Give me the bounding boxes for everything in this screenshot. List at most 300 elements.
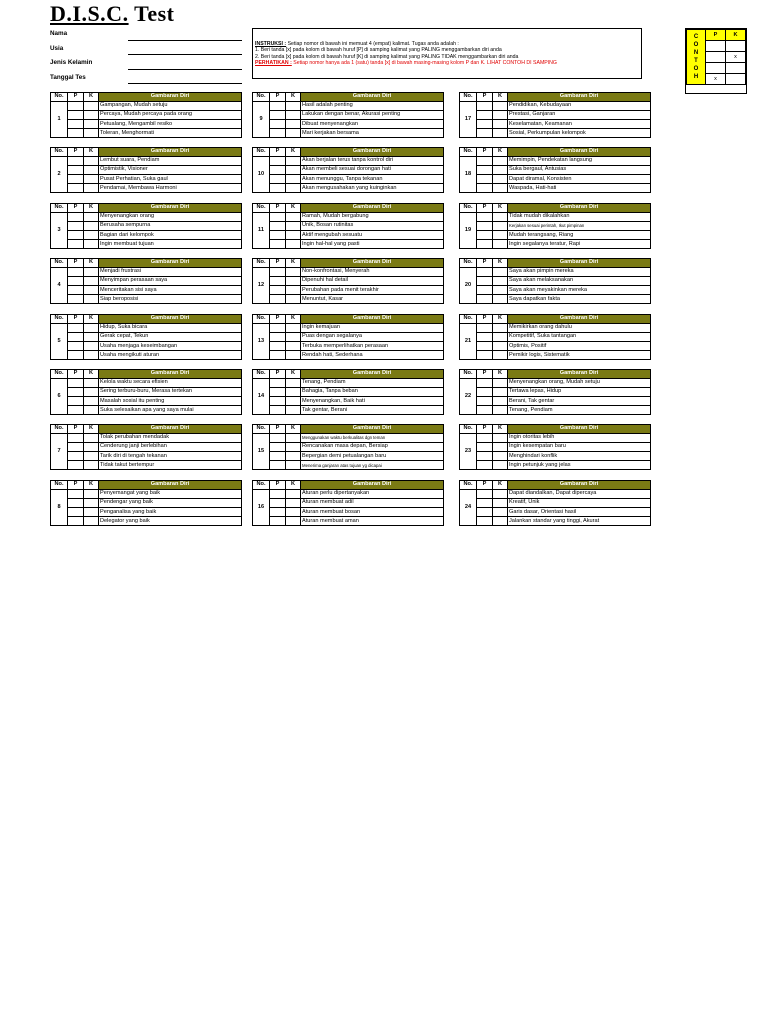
answer-cell-p[interactable]	[68, 111, 84, 120]
statement-row	[51, 517, 242, 526]
statement-row	[51, 286, 242, 295]
answer-cell-p[interactable]	[68, 277, 84, 286]
answer-cell-p[interactable]	[68, 120, 84, 129]
statement-row	[253, 111, 444, 120]
statement-row	[51, 184, 242, 193]
answer-cell-p[interactable]	[68, 517, 84, 526]
field-input-line[interactable]	[128, 54, 242, 55]
answer-cell-k[interactable]	[286, 240, 301, 249]
answer-cell-k[interactable]	[493, 461, 508, 470]
answer-cell-p[interactable]	[270, 342, 286, 351]
answer-cell-p[interactable]	[270, 490, 286, 499]
answer-cell-k[interactable]	[84, 499, 99, 508]
statement-row	[253, 286, 444, 295]
example-cell	[706, 52, 726, 63]
answer-cell-k[interactable]	[286, 102, 301, 111]
answer-cell-p[interactable]	[68, 157, 84, 166]
answer-cell-k[interactable]	[493, 213, 508, 222]
answer-cell-p[interactable]	[68, 268, 84, 277]
answer-cell-p[interactable]	[477, 397, 493, 406]
answer-cell-p[interactable]	[477, 452, 493, 461]
answer-cell-k[interactable]	[286, 490, 301, 499]
answer-cell-k[interactable]	[286, 461, 301, 470]
answer-cell-p[interactable]	[68, 443, 84, 452]
answer-cell-k[interactable]	[84, 184, 99, 193]
answer-cell-k[interactable]	[493, 129, 508, 138]
answer-cell-p[interactable]	[270, 452, 286, 461]
answer-cell-k[interactable]	[286, 397, 301, 406]
statement-text: Kerjakan sesuai perintah, Ikut pimpinan	[508, 222, 651, 231]
question-group-1	[50, 92, 242, 138]
statement-row	[253, 120, 444, 129]
field-input-line[interactable]	[128, 83, 242, 84]
answer-cell-p[interactable]	[477, 499, 493, 508]
answer-cell-p[interactable]	[270, 434, 286, 443]
example-mark-k: x	[726, 52, 746, 63]
header-description: Gambaran Diri	[301, 481, 444, 490]
answer-cell-k[interactable]	[84, 222, 99, 231]
answer-cell-k[interactable]	[286, 508, 301, 517]
answer-cell-p[interactable]	[270, 508, 286, 517]
answer-cell-k[interactable]	[286, 286, 301, 295]
answer-cell-k[interactable]	[84, 240, 99, 249]
answer-cell-k[interactable]	[84, 175, 99, 184]
answer-cell-p[interactable]	[477, 286, 493, 295]
answer-cell-k[interactable]	[286, 499, 301, 508]
statement-text: Optimis, Positif	[508, 342, 651, 351]
answer-cell-p[interactable]	[270, 388, 286, 397]
statement-row	[253, 129, 444, 138]
statement-text: Pendamai, Membawa Harmoni	[99, 184, 242, 193]
answer-cell-k[interactable]	[84, 379, 99, 388]
answer-cell-p[interactable]	[270, 333, 286, 342]
answer-cell-k[interactable]	[84, 397, 99, 406]
header-p: P	[477, 259, 493, 268]
answer-cell-k[interactable]	[493, 342, 508, 351]
statement-row	[253, 508, 444, 517]
field-input-line[interactable]	[128, 69, 242, 70]
answer-cell-k[interactable]	[84, 406, 99, 415]
header-k: K	[286, 148, 301, 157]
answer-cell-k[interactable]	[286, 268, 301, 277]
answer-cell-k[interactable]	[286, 295, 301, 304]
answer-cell-k[interactable]	[493, 443, 508, 452]
answer-cell-k[interactable]	[84, 517, 99, 526]
statement-text: Usaha mengikuti aturan	[99, 351, 242, 360]
answer-cell-p[interactable]	[68, 231, 84, 240]
statement-row	[253, 351, 444, 360]
answer-cell-k[interactable]	[84, 102, 99, 111]
answer-cell-k[interactable]	[84, 277, 99, 286]
answer-cell-p[interactable]	[270, 175, 286, 184]
statement-text: Toleran, Menghormati	[99, 129, 242, 138]
answer-cell-p[interactable]	[270, 406, 286, 415]
header-description: Gambaran Diri	[508, 148, 651, 157]
statement-text: Dipenuhi hal detail	[301, 277, 444, 286]
answer-cell-k[interactable]	[286, 333, 301, 342]
question-group-10	[252, 147, 444, 193]
statement-text: Sosial, Perkumpulan kelompok	[508, 129, 651, 138]
answer-cell-k[interactable]	[286, 166, 301, 175]
answer-cell-p[interactable]	[68, 342, 84, 351]
statement-row	[460, 324, 651, 333]
answer-cell-k[interactable]	[286, 443, 301, 452]
answer-cell-k[interactable]	[84, 166, 99, 175]
header-p: P	[270, 425, 286, 434]
question-group-4	[50, 258, 242, 304]
answer-cell-k[interactable]	[84, 129, 99, 138]
answer-cell-k[interactable]	[286, 222, 301, 231]
answer-cell-p[interactable]	[270, 461, 286, 470]
statement-text: Lakukan dengan benar, Akurasi penting	[301, 111, 444, 120]
answer-cell-k[interactable]	[493, 166, 508, 175]
answer-cell-k[interactable]	[493, 517, 508, 526]
question-number: 10	[253, 157, 270, 193]
answer-cell-p[interactable]	[68, 461, 84, 470]
statement-text: Dapat diramal, Konsisten	[508, 175, 651, 184]
answer-cell-p[interactable]	[270, 286, 286, 295]
answer-cell-p[interactable]	[270, 222, 286, 231]
header-p: P	[477, 204, 493, 213]
answer-cell-p[interactable]	[477, 342, 493, 351]
example-table	[686, 29, 746, 85]
header-p: P	[477, 148, 493, 157]
header-no: No.	[51, 315, 68, 324]
statement-text: Dapat diandalkan, Dapat dipercaya	[508, 490, 651, 499]
answer-cell-p[interactable]	[477, 406, 493, 415]
answer-cell-k[interactable]	[286, 111, 301, 120]
answer-cell-k[interactable]	[84, 157, 99, 166]
answer-cell-p[interactable]	[68, 388, 84, 397]
answer-cell-k[interactable]	[286, 406, 301, 415]
answer-cell-p[interactable]	[270, 184, 286, 193]
answer-cell-k[interactable]	[493, 324, 508, 333]
answer-cell-p[interactable]	[477, 461, 493, 470]
statement-row	[253, 222, 444, 231]
answer-cell-k[interactable]	[84, 388, 99, 397]
answer-cell-k[interactable]	[84, 295, 99, 304]
answer-cell-k[interactable]	[493, 388, 508, 397]
answer-cell-p[interactable]	[477, 157, 493, 166]
header-no: No.	[51, 148, 68, 157]
answer-cell-p[interactable]	[270, 240, 286, 249]
statement-text: Dibuat menyenangkan	[301, 120, 444, 129]
header-description: Gambaran Diri	[99, 148, 242, 157]
statement-text: Prestasi, Ganjaran	[508, 111, 651, 120]
answer-cell-k[interactable]	[286, 379, 301, 388]
statement-row	[253, 333, 444, 342]
statement-row	[51, 342, 242, 351]
answer-cell-p[interactable]	[477, 240, 493, 249]
answer-cell-p[interactable]	[477, 102, 493, 111]
answer-cell-k[interactable]	[493, 452, 508, 461]
statement-text: Cenderung janji berlebihan	[99, 443, 242, 452]
answer-cell-k[interactable]	[493, 175, 508, 184]
answer-cell-p[interactable]	[477, 213, 493, 222]
answer-cell-p[interactable]	[477, 277, 493, 286]
header-k: K	[286, 481, 301, 490]
answer-cell-p[interactable]	[68, 324, 84, 333]
header-no: No.	[253, 370, 270, 379]
answer-cell-p[interactable]	[270, 295, 286, 304]
answer-cell-k[interactable]	[84, 324, 99, 333]
answer-cell-p[interactable]	[270, 157, 286, 166]
header-p: P	[477, 425, 493, 434]
statement-text: Pusat Perhatian, Suka gaul	[99, 175, 242, 184]
answer-cell-k[interactable]	[286, 129, 301, 138]
answer-cell-p[interactable]	[68, 490, 84, 499]
answer-cell-k[interactable]	[84, 120, 99, 129]
answer-cell-p[interactable]	[477, 333, 493, 342]
statement-row	[460, 443, 651, 452]
question-group-9	[252, 92, 444, 138]
answer-cell-k[interactable]	[286, 184, 301, 193]
header-description: Gambaran Diri	[99, 315, 242, 324]
statement-text: Ingin hal-hal yang pasti	[301, 240, 444, 249]
answer-cell-p[interactable]	[270, 213, 286, 222]
statement-row	[51, 434, 242, 443]
question-group-23	[459, 424, 651, 470]
header-no: No.	[253, 148, 270, 157]
field-input-line[interactable]	[128, 40, 242, 41]
statement-text: Percaya, Mudah percaya pada orang	[99, 111, 242, 120]
question-number: 12	[253, 268, 270, 304]
instructions-line2: 1. Beri tanda [x] pada kolom di bawah huruf [P] di samping kalimat yang PALING menggambarkan diri anda	[255, 47, 502, 54]
answer-cell-p[interactable]	[68, 129, 84, 138]
answer-cell-p[interactable]	[477, 443, 493, 452]
answer-cell-p[interactable]	[270, 517, 286, 526]
statement-row	[51, 213, 242, 222]
header-k: K	[286, 425, 301, 434]
answer-cell-p[interactable]	[477, 268, 493, 277]
question-group-2	[50, 147, 242, 193]
answer-cell-p[interactable]	[477, 111, 493, 120]
answer-cell-p[interactable]	[68, 102, 84, 111]
answer-cell-p[interactable]	[270, 499, 286, 508]
answer-cell-p[interactable]	[68, 333, 84, 342]
answer-cell-p[interactable]	[68, 452, 84, 461]
header-no: No.	[253, 425, 270, 434]
answer-cell-p[interactable]	[68, 295, 84, 304]
answer-cell-k[interactable]	[84, 490, 99, 499]
answer-cell-p[interactable]	[270, 111, 286, 120]
answer-cell-k[interactable]	[493, 120, 508, 129]
statement-row	[51, 166, 242, 175]
answer-cell-k[interactable]	[493, 434, 508, 443]
statement-text: Hidup, Suka bicara	[99, 324, 242, 333]
answer-cell-p[interactable]	[270, 102, 286, 111]
statement-text: Tidak mudah dikalahkan	[508, 213, 651, 222]
field-label: Nama	[50, 30, 68, 37]
answer-cell-k[interactable]	[493, 351, 508, 360]
header-description: Gambaran Diri	[99, 370, 242, 379]
header-no: No.	[253, 259, 270, 268]
answer-cell-k[interactable]	[493, 277, 508, 286]
answer-cell-k[interactable]	[84, 111, 99, 120]
answer-cell-k[interactable]	[286, 388, 301, 397]
header-description: Gambaran Diri	[508, 259, 651, 268]
answer-cell-p[interactable]	[68, 379, 84, 388]
answer-cell-k[interactable]	[493, 111, 508, 120]
answer-cell-p[interactable]	[68, 434, 84, 443]
answer-cell-p[interactable]	[477, 388, 493, 397]
statement-text: Kompetitif, Suka tantangan	[508, 333, 651, 342]
answer-cell-p[interactable]	[270, 231, 286, 240]
answer-cell-p[interactable]	[270, 120, 286, 129]
answer-cell-p[interactable]	[270, 443, 286, 452]
answer-cell-p[interactable]	[68, 499, 84, 508]
answer-cell-p[interactable]	[270, 166, 286, 175]
answer-cell-k[interactable]	[493, 499, 508, 508]
answer-cell-k[interactable]	[493, 268, 508, 277]
warning-label: PERHATIKAN :	[255, 60, 292, 67]
answer-cell-k[interactable]	[493, 406, 508, 415]
answer-cell-p[interactable]	[477, 295, 493, 304]
answer-cell-p[interactable]	[68, 240, 84, 249]
answer-cell-p[interactable]	[477, 129, 493, 138]
answer-cell-p[interactable]	[270, 277, 286, 286]
answer-cell-p[interactable]	[477, 379, 493, 388]
answer-cell-k[interactable]	[493, 508, 508, 517]
answer-cell-p[interactable]	[68, 213, 84, 222]
answer-cell-k[interactable]	[84, 342, 99, 351]
statement-row	[460, 120, 651, 129]
statement-row	[460, 111, 651, 120]
answer-cell-k[interactable]	[84, 443, 99, 452]
statement-text: Siap beroposisi	[99, 295, 242, 304]
answer-cell-p[interactable]	[68, 508, 84, 517]
statement-text: Keselamatan, Keamanan	[508, 120, 651, 129]
answer-cell-k[interactable]	[84, 268, 99, 277]
statement-row	[253, 517, 444, 526]
answer-cell-k[interactable]	[493, 286, 508, 295]
statement-row	[51, 508, 242, 517]
answer-cell-p[interactable]	[68, 175, 84, 184]
answer-cell-k[interactable]	[286, 213, 301, 222]
answer-cell-k[interactable]	[286, 175, 301, 184]
answer-cell-k[interactable]	[286, 231, 301, 240]
answer-cell-p[interactable]	[477, 434, 493, 443]
answer-cell-p[interactable]	[477, 175, 493, 184]
answer-cell-k[interactable]	[493, 222, 508, 231]
answer-cell-k[interactable]	[493, 231, 508, 240]
answer-cell-p[interactable]	[477, 517, 493, 526]
answer-cell-k[interactable]	[84, 452, 99, 461]
answer-cell-k[interactable]	[286, 120, 301, 129]
statement-text: Ingin petunjuk yang jelas	[508, 461, 651, 470]
statement-row	[51, 268, 242, 277]
answer-cell-k[interactable]	[84, 231, 99, 240]
answer-cell-p[interactable]	[477, 490, 493, 499]
answer-cell-k[interactable]	[286, 351, 301, 360]
header-no: No.	[51, 204, 68, 213]
answer-cell-k[interactable]	[493, 490, 508, 499]
answer-cell-p[interactable]	[68, 184, 84, 193]
answer-cell-p[interactable]	[477, 166, 493, 175]
statement-text: Menyenangkan orang	[99, 213, 242, 222]
answer-cell-k[interactable]	[493, 102, 508, 111]
answer-cell-p[interactable]	[477, 120, 493, 129]
statement-row	[460, 268, 651, 277]
answer-cell-p[interactable]	[477, 324, 493, 333]
answer-cell-k[interactable]	[286, 517, 301, 526]
statement-text: Optimistik, Visioner	[99, 166, 242, 175]
header-no: No.	[460, 148, 477, 157]
answer-cell-p[interactable]	[477, 222, 493, 231]
statement-text: Pendengar yang baik	[99, 499, 242, 508]
example-mark-p: x	[706, 74, 726, 85]
question-number: 7	[51, 434, 68, 470]
answer-cell-k[interactable]	[84, 333, 99, 342]
answer-cell-k[interactable]	[84, 461, 99, 470]
answer-cell-p[interactable]	[68, 166, 84, 175]
answer-cell-k[interactable]	[286, 157, 301, 166]
header-p: P	[68, 259, 84, 268]
answer-cell-p[interactable]	[68, 222, 84, 231]
answer-cell-p[interactable]	[68, 286, 84, 295]
answer-cell-p[interactable]	[477, 351, 493, 360]
header-description: Gambaran Diri	[508, 425, 651, 434]
header-no: No.	[51, 93, 68, 102]
answer-cell-p[interactable]	[68, 397, 84, 406]
answer-cell-p[interactable]	[270, 268, 286, 277]
answer-cell-p[interactable]	[477, 184, 493, 193]
answer-cell-p[interactable]	[477, 231, 493, 240]
header-description: Gambaran Diri	[99, 259, 242, 268]
answer-cell-k[interactable]	[84, 286, 99, 295]
answer-cell-p[interactable]	[477, 508, 493, 517]
header-no: No.	[460, 93, 477, 102]
answer-cell-p[interactable]	[270, 129, 286, 138]
instructions-line1: Setiap nomor di bawah ini memuat 4 (empat) kalimat. Tugas anda adalah :	[286, 41, 459, 47]
answer-cell-k[interactable]	[286, 434, 301, 443]
header-k: K	[493, 259, 508, 268]
statement-row	[460, 499, 651, 508]
answer-cell-p[interactable]	[270, 351, 286, 360]
answer-cell-k[interactable]	[286, 452, 301, 461]
answer-cell-p[interactable]	[270, 379, 286, 388]
answer-cell-k[interactable]	[286, 342, 301, 351]
answer-cell-k[interactable]	[286, 324, 301, 333]
answer-cell-k[interactable]	[493, 240, 508, 249]
statement-text: Ingin segalanya teratur, Rapi	[508, 240, 651, 249]
statement-text: Ingin kemajuan	[301, 324, 444, 333]
answer-cell-k[interactable]	[493, 157, 508, 166]
answer-cell-k[interactable]	[493, 295, 508, 304]
header-description: Gambaran Diri	[508, 93, 651, 102]
answer-cell-p[interactable]	[270, 397, 286, 406]
answer-cell-k[interactable]	[493, 184, 508, 193]
participant-info	[50, 28, 242, 86]
header-p: P	[270, 148, 286, 157]
answer-cell-p[interactable]	[68, 406, 84, 415]
answer-cell-k[interactable]	[286, 277, 301, 286]
answer-cell-k[interactable]	[84, 434, 99, 443]
answer-cell-k[interactable]	[493, 333, 508, 342]
answer-cell-k[interactable]	[493, 397, 508, 406]
header-k: K	[286, 204, 301, 213]
answer-cell-k[interactable]	[84, 213, 99, 222]
statement-row	[460, 175, 651, 184]
header-k: K	[493, 148, 508, 157]
header-p: P	[477, 93, 493, 102]
answer-cell-k[interactable]	[84, 351, 99, 360]
answer-cell-p[interactable]	[68, 351, 84, 360]
answer-cell-k[interactable]	[84, 508, 99, 517]
header-description: Gambaran Diri	[301, 315, 444, 324]
answer-cell-p[interactable]	[270, 324, 286, 333]
answer-cell-k[interactable]	[493, 379, 508, 388]
